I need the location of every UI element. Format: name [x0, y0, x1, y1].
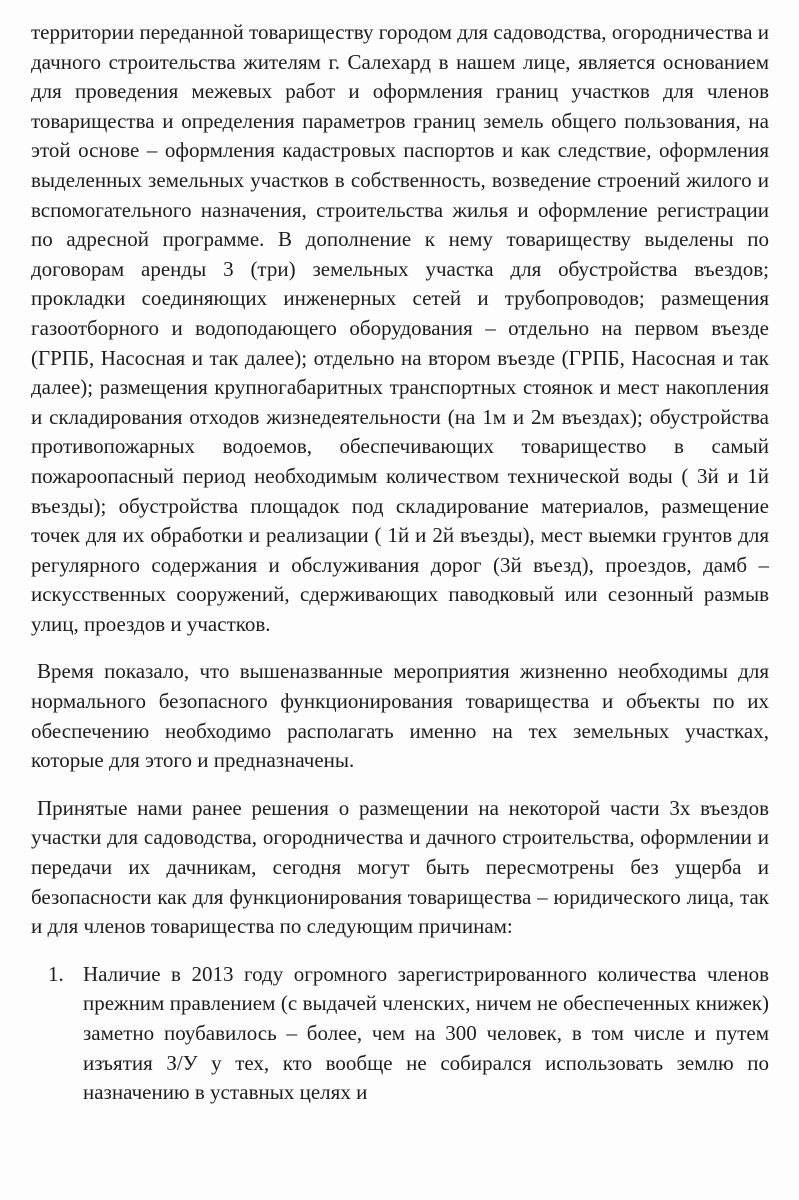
list-item — [48, 960, 769, 1108]
list-item-text: Наличие в 2013 году огромного зарегистрированного количества членов прежним правлением (с выдачей членских, ничем не обеспеченных книжек) заметно поубавилось – более, чем на 300 человек, в том числе и путем изъятия З/У у тех, кто вообще не собирался использовать землю по назначению в уставных целях и — [83, 961, 769, 1105]
document-body — [31, 18, 769, 1108]
paragraph-time-has-shown: Время показало, что вышеназванные мероприятия жизненно необходимы для нормального безопасного функционирования товарищества и объекты по их обеспечению необходимо располагать именно на тех земельных участках, которые для этого и предназначены. — [31, 659, 769, 773]
paragraph-land-use-basis: территории переданной товариществу городом для садоводства, огородничества и дачного строительства жителям г. Салехард в нашем лице, является основанием для проведения межевых работ и оформления границ участков для членов товарищества и определения параметров границ земель общего пользования, на этой основе – оформления кадастровых паспортов и как следствие, оформления выделенных земельных участков в собственность, возведение строений жилого и вспомогательного назначения, строительства жилья и оформление регистрации по адресной программе. В дополнение к нему товариществу выделены по договорам аренды 3 (три) земельных участка для обустройства въездов; прокладки соединяющих инженерных сетей и трубопроводов; размещения газоотборного и водоподающего оборудования – отдельно на первом въезде (ГРПБ, Насосная и так далее); отдельно на втором въезде (ГРПБ, Насосная и так далее); размещения крупногабаритных транспортных стоянок и мест накопления и складирования отходов жизнедеятельности (на 1м и 2м въездах); обустройства противопожарных водоемов, обеспечивающих товарищество в самый пожароопасный период необходимым количеством технической воды ( 3й и 1й въезды); обустройства площадок под складирование материалов, размещение точек для их обработки и реализации ( 1й и 2й въезды), мест выемки грунтов для регулярного содержания и обслуживания дорог (3й въезд), проездов, дамб – искусственных сооружений, сдерживающих паводковый или сезонный размыв улиц, проездов и участков. — [31, 20, 769, 636]
list-item-number: 1. — [48, 961, 64, 986]
reasons-list — [31, 960, 769, 1108]
paragraph-previous-decisions: Принятые нами ранее решения о размещении на некоторой части 3х въездов участки для садоводства, огородничества и дачного строительства, оформлении и передачи их дачникам, сегодня могут быть пересмотрены без ущерба и безопасности как для функционирования товарищества – юридического лица, так и для членов товарищества по следующим причинам: — [31, 795, 769, 939]
